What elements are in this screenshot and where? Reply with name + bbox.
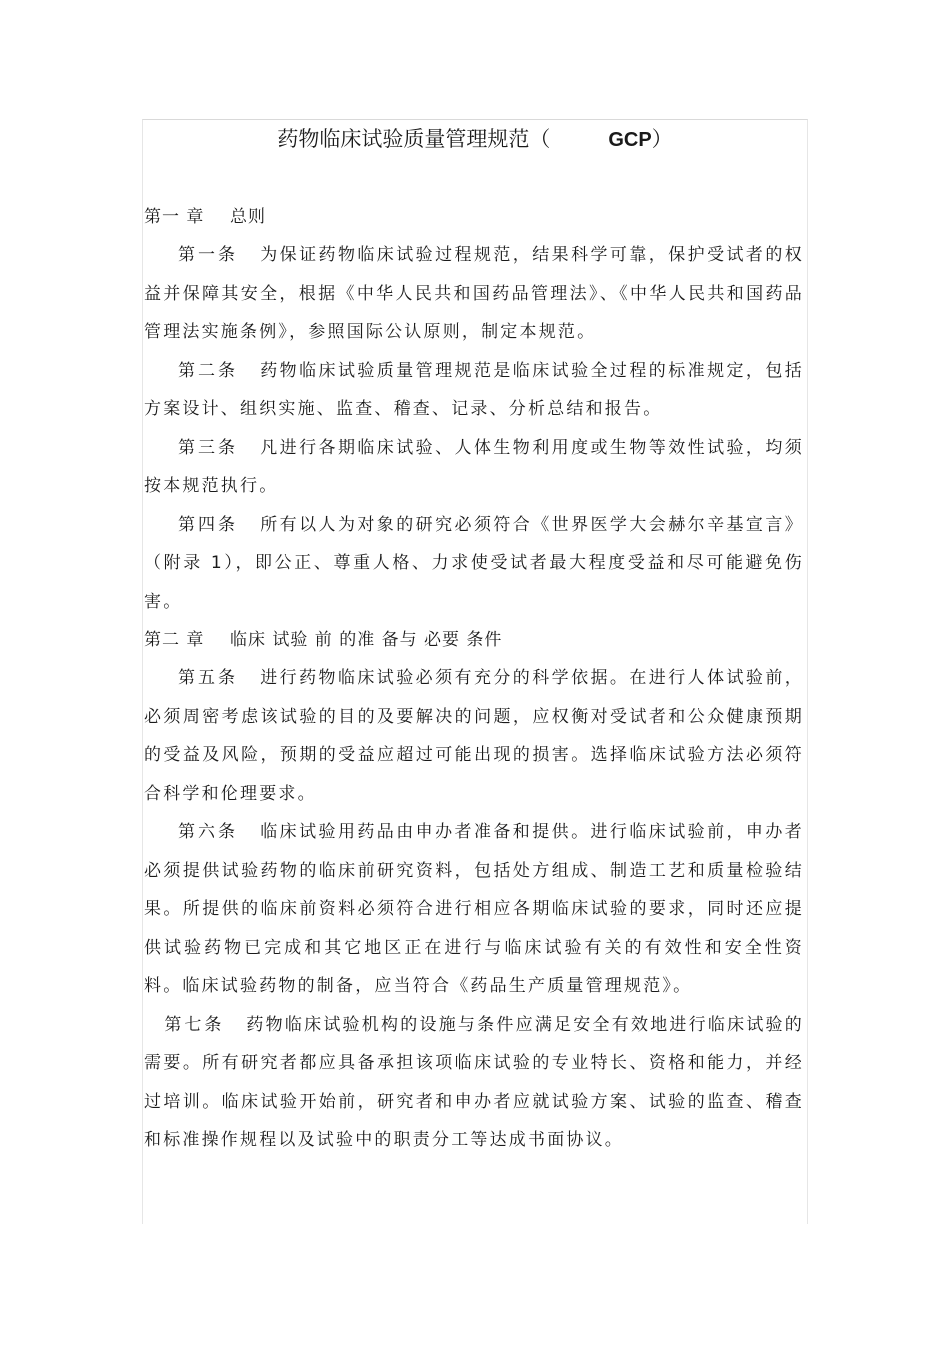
chapter-heading (144, 198, 804, 236)
article-paragraph (144, 813, 804, 1006)
document-title (142, 124, 808, 154)
article-label: 第五条 (178, 668, 238, 688)
chapter-heading (144, 621, 804, 659)
article-text: 凡进行各期临床试验、人体生物利用度或生物等效性试验，均须按本规范执行。 (144, 437, 804, 496)
article-paragraph (144, 659, 804, 813)
chapter-number: 第一 章 (144, 207, 205, 227)
article-paragraph (144, 506, 804, 622)
article-label: 第二条 (178, 360, 238, 381)
article-text: 所有以人为对象的研究必须符合《世界医学大会赫尔辛基宣言》（附录 1），即公正、尊重人格、力求使受试者最大程度受益和尽可能避免伤害。 (144, 514, 804, 612)
article-label: 第七条 (164, 1014, 225, 1035)
article-label: 第六条 (178, 822, 238, 842)
article-text: 药物临床试验机构的设施与条件应满足安全有效地进行临床试验的需要。所有研究者都应具备承担该项临床试验的专业特长、资格和能力，并经过培训。临床试验开始前，研究者和申办者应就试验方案、试验的监查、稽查和标准操作规程以及试验中的职责分工等达成书面协议。 (144, 1014, 804, 1150)
chapter-title: 临床 试验 前 的准 备与 必要 条件 (230, 630, 503, 650)
article-label: 第四条 (178, 514, 238, 535)
article-text: 进行药物临床试验必须有充分的科学依据。在进行人体试验前，必须周密考虑该试验的目的及要解决的问题，应权衡对受试者和公众健康预期的受益及风险，预期的受益应超过可能出现的损害。选择临床试验方法必须符合科学和伦理要求。 (144, 668, 804, 804)
title-text: 药物临床试验质量管理规范（ (277, 127, 551, 151)
title-abbr: GCP (608, 129, 652, 151)
article-text: 为保证药物临床试验过程规范，结果科学可靠，保护受试者的权益并保障其安全，根据《中华人民共和国药品管理法》、《中华人民共和国药品管理法实施条例》，参照国际公认原则，制定本规范。 (144, 245, 804, 342)
article-text: 临床试验用药品由申办者准备和提供。进行临床试验前，申办者必须提供试验药物的临床前研究资料，包括处方组成、制造工艺和质量检验结果。所提供的临床前资料必须符合进行相应各期临床试验的要求，同时还应提供试验药物已完成和其它地区正在进行与临床试验有关的有效性和安全性资料。临床试验药物的制备，应当符合《药品生产质量管理规范》。 (144, 822, 804, 996)
title-close: ） (651, 127, 673, 151)
document-body (144, 198, 804, 1160)
article-paragraph (144, 1006, 804, 1160)
article-label: 第一条 (178, 245, 238, 265)
article-text: 药物临床试验质量管理规范是临床试验全过程的标准规定，包括方案设计、组织实施、监查、稽查、记录、分析总结和报告。 (144, 360, 804, 419)
article-paragraph (144, 429, 804, 506)
article-label: 第三条 (178, 437, 238, 458)
article-paragraph (144, 236, 804, 352)
article-paragraph (144, 352, 804, 429)
chapter-number: 第二 章 (144, 630, 205, 650)
chapter-title: 总则 (230, 207, 266, 227)
